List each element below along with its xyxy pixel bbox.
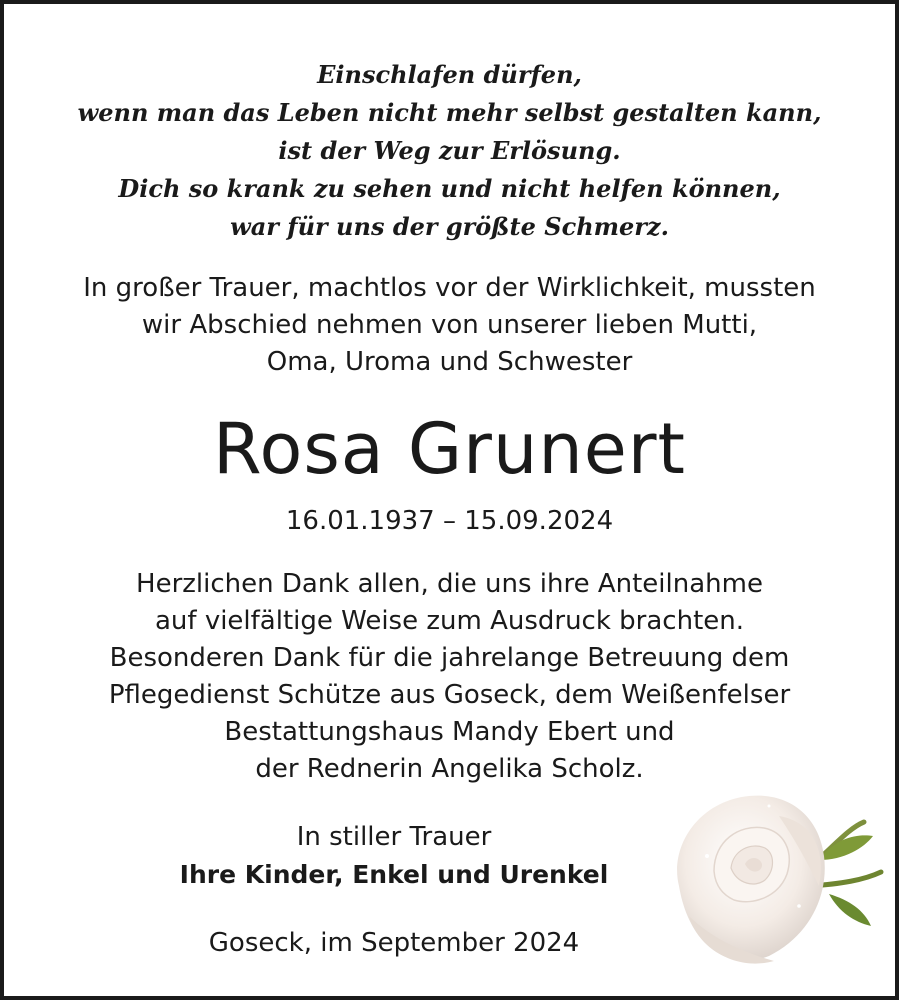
thanks-line-4: Pflegedienst Schütze aus Goseck, dem Weißenfelser xyxy=(108,680,791,710)
intro-line-3: Oma, Uroma und Schwester xyxy=(266,347,633,377)
intro-line-1: In großer Trauer, machtlos vor der Wirklichkeit, mussten xyxy=(83,273,816,303)
life-dates: 16.01.1937 – 15.09.2024 xyxy=(285,506,614,536)
verse-line-3: ist der Weg zur Erlösung. xyxy=(278,136,621,165)
place-date: Goseck, im September 2024 xyxy=(208,928,580,958)
verse-line-5: war für uns der größte Schmerz. xyxy=(230,212,669,241)
thanks-line-6: der Rednerin Angelika Scholz. xyxy=(255,754,644,784)
verse-line-4: Dich so krank zu sehen und nicht helfen können, xyxy=(118,174,781,203)
thanks-line-1: Herzlichen Dank allen, die uns ihre Anteilnahme xyxy=(136,569,763,599)
verse-line-1: Einschlafen dürfen, xyxy=(317,60,582,89)
closing-line: In stiller Trauer xyxy=(296,822,492,852)
intro-line-2: wir Abschied nehmen von unserer lieben Mutti, xyxy=(141,310,758,340)
thanks-line-3: Besonderen Dank für die jahrelange Betreuung dem xyxy=(109,643,790,673)
deceased-name: Rosa Grunert xyxy=(213,408,686,490)
thanks-line-2: auf vielfältige Weise zum Ausdruck brachten. xyxy=(154,606,744,636)
white-rose-icon xyxy=(659,776,889,976)
thanks-line-5: Bestattungshaus Mandy Ebert und xyxy=(224,717,675,747)
family-signature: Ihre Kinder, Enkel und Urenkel xyxy=(179,860,609,889)
verse-line-2: wenn man das Leben nicht mehr selbst gestalten kann, xyxy=(77,98,822,127)
